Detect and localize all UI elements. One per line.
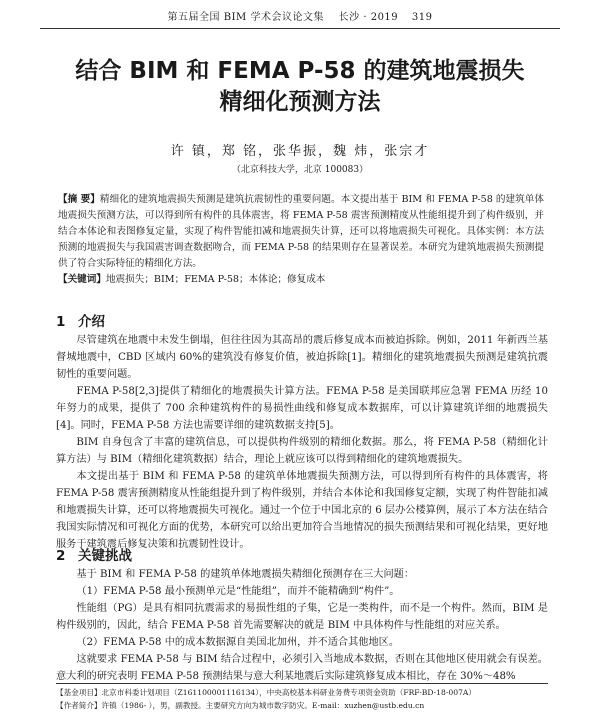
paragraph: （1）FEMA P-58 最小预测单元是“性能组”，而并不能精确到“构件”。 xyxy=(76,586,400,597)
journal-name: 第五届全国 BIM 学术会议论文集 xyxy=(167,12,324,23)
running-header xyxy=(40,8,560,29)
paragraph: BIM 自身包含了丰富的建筑信息，可以提供构件级别的精细化数据。那么，将 FEMA P-58（精细化计算方法）与 BIM（精细化建筑数据）结合，理论上就应该可以得到精细化的建筑地震损失。 xyxy=(56,437,548,465)
section-body-2 xyxy=(56,566,548,685)
keywords-text: 地震损失；BIM；FEMA P-58；本体论；修复成本 xyxy=(105,274,326,285)
abstract-text: 精细化的建筑地震损失预测是建筑抗震韧性的重要问题。本文提出基于 BIM 和 FEMA P-58 的建筑单体地震损失预测方法，可以得到所有构件的具体震害，将 FEMA P-58 震害预测精度从性能组提升到了构件级别，并结合本体论和表图修复定量，实现了构件智能扣减和地震损失计算，还可以将地震损失可视化。具体实例：本方法预测的地震损失与我国震害调查数据吻合，而 FEMA P-58 的结果则存在显著误差。本研究为建筑地震损失预测提供了符合实际特征的精细化方法。 xyxy=(58,194,544,269)
title-line-1: 结合 BIM 和 FEMA P-58 的建筑地震损失 xyxy=(75,58,525,84)
paragraph: 本文提出基于 BIM 和 FEMA P-58 的建筑单体地震损失预测方法，可以得到所有构件的具体震害，将 FEMA P-58 震害预测精度从性能组提升到了构件级别，并结合本体论和我国修复定额，实现了构件智能扣减和地震损失计算，还可以将地震损失可视化。通过一个位于中国北京的 6 层办公楼算例，展示了本方法在结合我国实际情况和可视化方面的优势，本研究可以给出更加符合当地情况的损失预测结果和可视化结果，更好地服务于建筑震后修复决策和抗震韧性设计。 xyxy=(56,471,548,550)
section-heading-1 xyxy=(56,310,105,330)
keywords-label: 【关键词】 xyxy=(58,274,106,285)
fund-note: 【基金项目】北京市科委计划项目（Z161100001116134），中央高校基本科研业务费专项资金资助（FRF-BD-18-007A） xyxy=(56,688,476,697)
section-title: 介绍 xyxy=(78,314,105,330)
paper-title xyxy=(0,56,600,118)
title-line-2: 精细化预测方法 xyxy=(219,89,381,115)
author-list: 许 镇，郑 铭，张华振，魏 炜，张宗才 xyxy=(170,144,430,159)
abstract-label: 【摘 要】 xyxy=(58,194,100,205)
page-number: 319 xyxy=(411,12,433,23)
footnotes xyxy=(56,683,548,712)
paragraph: 基于 BIM 和 FEMA P-58 的建筑单体地震损失精细化预测存在三大问题： xyxy=(76,569,415,580)
keywords xyxy=(58,272,544,288)
section-body-1 xyxy=(56,332,548,553)
paragraph: 性能组（PG）是具有相同抗震需求的易损性组的子集，它是一类构件，而不是一个构件。然而，BIM 是构件级别的，因此，结合 FEMA P-58 首先需要解决的就是 BIM 中具体构件与性能组的对应关系。 xyxy=(56,603,548,631)
author-bio-note: 【作者简介】许镇（1986- ），男，副教授。主要研究方向为城市数字防灾。E-mail：xuzhen@ustb.edu.cn xyxy=(56,701,425,710)
section-number: 2 xyxy=(56,548,66,564)
conference-location: 长沙 · 2019 xyxy=(338,12,399,23)
paragraph: FEMA P-58[2,3]提供了精细化的地震损失计算方法。FEMA P-58 是美国联邦应急署 FEMA 历经 10 年努力的成果，提供了 700 余种建筑构件的易损性曲线和修复成本数据库，可以计算建筑详细的地震损失[4]。同时，FEMA P-58 方法也需要详细的建筑数据支持[5]。 xyxy=(56,386,548,431)
affiliation: （北京科技大学，北京 100083） xyxy=(231,165,369,175)
section-title: 关键挑战 xyxy=(78,548,132,564)
abstract xyxy=(58,192,544,272)
paragraph: （2）FEMA P-58 中的成本数据源自美国北加州，并不适合其他地区。 xyxy=(76,637,400,648)
paragraph: 这就要求 FEMA P-58 与 BIM 结合过程中，必须引入当地成本数据，否则在其他地区使用就会有误差。意大利的研究表明 FEMA P-58 预测结果与意大利某地震后实际建筑修复成本相比，存在 30%～48% xyxy=(56,654,548,682)
section-heading-2 xyxy=(56,544,132,564)
paragraph: 尽管建筑在地震中未发生倒塌，但往往因为其高昂的震后修复成本而被迫拆除。例如，2011 年新西兰基督城地震中，CBD 区域内 60%的建筑没有修复价值，被迫拆除[1]。精细化的建筑地震损失预测是建筑抗震韧性的重要问题。 xyxy=(56,335,548,380)
section-number: 1 xyxy=(56,314,66,330)
